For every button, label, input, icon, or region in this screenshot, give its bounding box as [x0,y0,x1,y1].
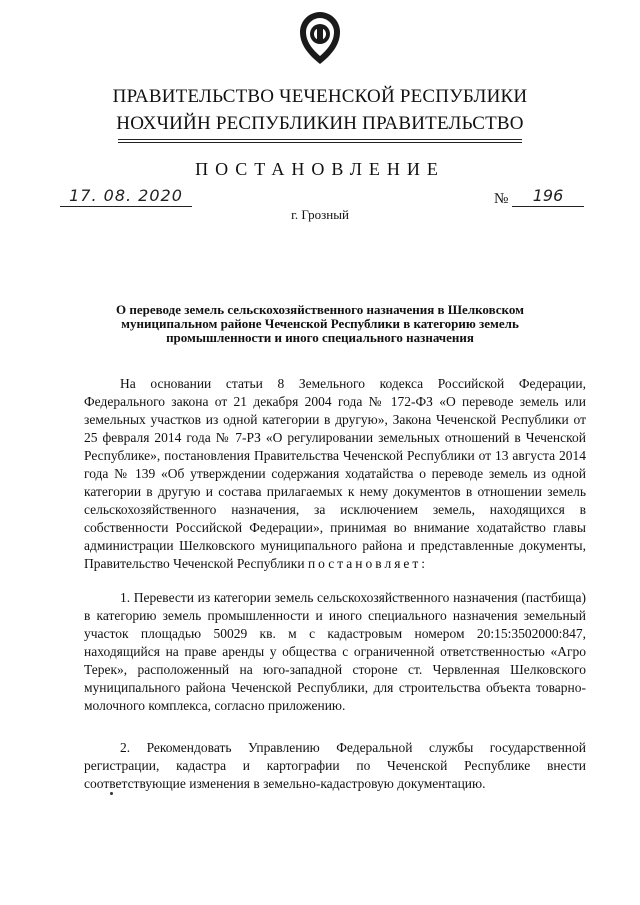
decree-word: постановляет: [307,556,429,571]
document-type: ПОСТАНОВЛЕНИЕ [195,159,445,179]
resolution-item-2: 2. Рекомендовать Управлению Федеральной службы государственной регистрации, кадастра и картографии по Чеченской Республике внести соответствующие изменения в земельно-кадастровую документацию. [84,740,586,791]
preamble-paragraph [84,375,586,573]
stray-mark [110,792,113,795]
city-name: г. Грозный [291,207,349,222]
government-name-chechen: НОХЧИЙН РЕСПУБЛИКИН ПРАВИТЕЛЬСТВО [116,113,524,134]
header-divider [118,139,522,140]
government-name-russian: ПРАВИТЕЛЬСТВО ЧЕЧЕНСКОЙ РЕСПУБЛИКИ [112,86,528,107]
document-number: 196 [512,186,584,207]
preamble-text: На основании статьи 8 Земельного кодекса Российской Федерации, Федерального закона от 21 декабря 2004 года № 172-ФЗ «О переводе земель или земельных участков из одной категории в другую», Закона Чеченской Республики от 25 февраля 2014 года № 7-РЗ «О регулировании земельных отношений в Чеченской Республике», постановления Правительства Чеченской Республики от 13 августа 2014 года № 139 «Об утверждении содержания ходатайства о переводе земель из одной категории в другую и состава прилагаемых к нему документов в отношении земель сельскохозяйственного назначения, за исключением земель, находящихся в собственности Российской Федерации», принимая во внимание ходатайство главы администрации Шелковского муниципального района и представленные документы, Правительство Чеченской Республики [84,376,586,571]
resolution-item-1: 1. Перевести из категории земель сельскохозяйственного назначения (пастбища) в категорию земель промышленности и иного специального назначения земельный участок площадью 50029 кв. м с кадастровым номером 20:15:3502000:847, находящийся на праве аренды у общества с ограниченной ответственностью «Агро Терек», расположенный на юго-западной стороне ст. Червленная Шелковского муниципального района Чеченской Республики, для строительства объекта товарно-молочного комплекса, согласно приложению. [84,590,586,713]
chechen-republic-emblem-icon [296,10,344,68]
document-title: О переводе земель сельскохозяйственного назначения в Шелковском муниципальном районе Чеченской Республики в категорию земель промышленности и иного специального назначения [116,302,524,345]
header-divider [118,142,522,143]
number-label: № [494,191,509,207]
document-date: 17. 08. 2020 [60,186,192,207]
